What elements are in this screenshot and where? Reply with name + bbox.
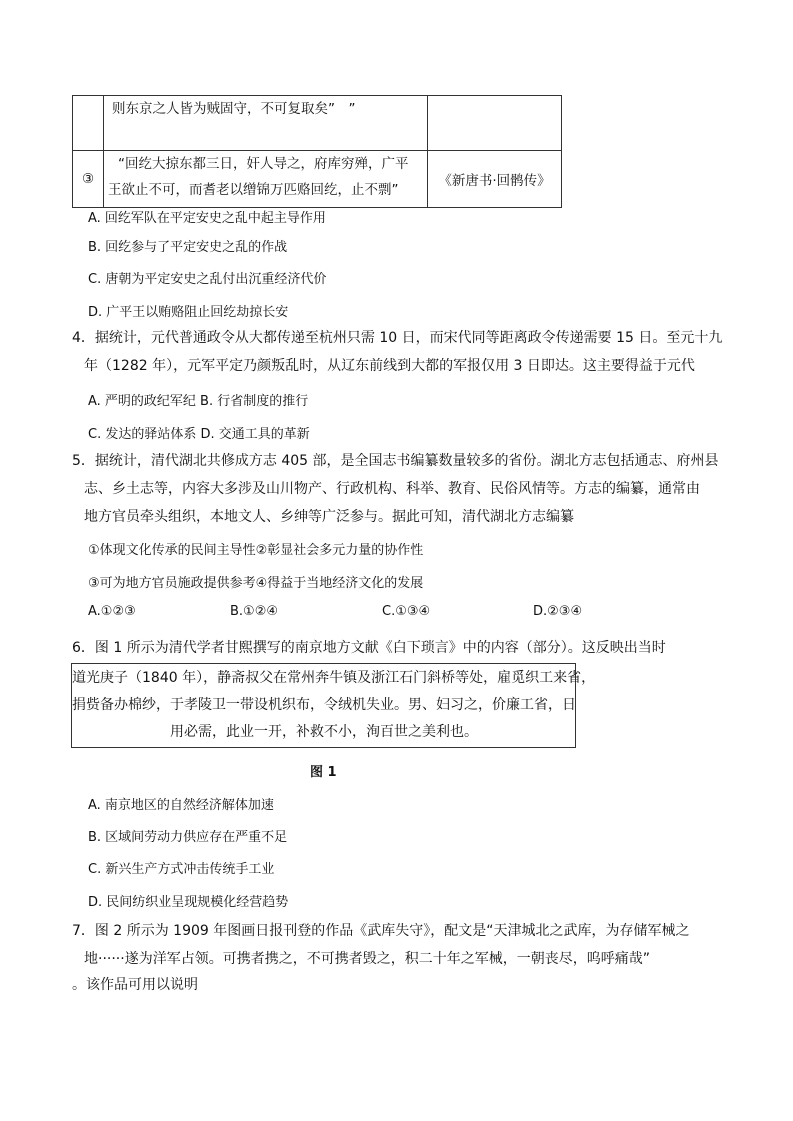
question-4-line: 年（1282 年），元军平定乃颜叛乱时，从辽东前线到大都的军报仅用 3 日即达。这主要得益于元代 [84,358,695,374]
question-5-line: 5．据统计，清代湖北共修成方志 405 部，是全国志书编纂数量较多的省份。湖北方志包括通志、府州县 [72,453,719,469]
question-5-line: 地方官员牵头组织，本地文人、乡绅等广泛参与。据此可知，清代湖北方志编纂 [84,509,574,525]
source-text-line: “回纥大掠东都三日，奸人导之，府库穷殚，广平 [118,156,409,172]
option-d: D. 民间纺织业呈现规模化经营趋势 [88,895,289,910]
option-a: A.①②③ [88,604,136,619]
question-7-line: 地······遂为洋军占领。可携者携之，不可携者毁之，积二十年之军械，一朝丧尽，呜呼痛哉” [84,951,650,967]
source-text [104,96,428,151]
table-row [73,96,562,151]
quote-line: 捐赀备办棉纱，于孝陵卫一带设机织布，令绒机失业。男、妇习之，价廉工省，日 [72,697,576,713]
source-citation: 《新唐书·回鹘传》 [428,151,562,208]
source-text [104,151,428,208]
option-b: B.①②④ [230,604,279,619]
table-row [73,151,562,208]
row-number: ③ [73,151,104,208]
option-a: A. 回纥军队在平定安史之乱中起主导作用 [88,211,326,226]
option-c: C.①③④ [382,604,431,619]
quote-line: 道光庚子（1840 年），静斋叔父在常州奔牛镇及浙江石门斜桥等处，雇觅织工来省， [72,670,596,686]
source-table [72,95,562,208]
figure-1-quote-box [71,663,596,748]
source-text-line: 王欲止不可，而耆老以缯锦万匹赂回纥，止不剽” [108,182,399,198]
question-4-options: A. 严明的政纪军纪 B. 行省制度的推行 [88,394,309,409]
question-5-items: ①体现文化传承的民间主导性②彰显社会多元力量的协作性 [88,543,424,558]
question-6-line: 6．图 1 所示为清代学者甘熙撰写的南京地方文献《白下琐言》中的内容（部分）。这反映出当时 [72,640,666,656]
option-b: B. 区域间劳动力供应存在严重不足 [88,830,288,845]
option-d: D.②③④ [533,604,583,619]
option-a: A. 南京地区的自然经济解体加速 [88,798,274,813]
source-text-line: 则东京之人皆为贼固守，不可复取矣” ” [112,101,356,117]
question-7-line: 。该作品可用以说明 [72,977,198,993]
question-4-options: C. 发达的驿站体系 D. 交通工具的革新 [88,427,310,442]
option-d: D. 广平王以贿赂阻止回纥劫掠长安 [88,305,289,320]
quote-line: 用必需，此业一开，补救不小，洵百世之美利也。 [170,724,478,740]
row-number [73,96,104,151]
question-4-line: 4．据统计，元代普通政令从大都传递至杭州只需 10 日，而宋代同等距离政令传递需要 15 日。至元十九 [72,330,723,346]
source-citation [428,96,562,151]
question-5-items: ③可为地方官员施政提供参考④得益于当地经济文化的发展 [88,576,424,591]
option-b: B. 回纥参与了平定安史之乱的作战 [88,240,288,255]
question-5-line: 志、乡土志等，内容大多涉及山川物产、行政机构、科举、教育、民俗风情等。方志的编纂，通常由 [84,481,700,497]
option-c: C. 唐朝为平定安史之乱付出沉重经济代价 [88,272,327,287]
question-7-line: 7．图 2 所示为 1909 年图画日报刊登的作品《武库失守》，配文是“天津城北之武库，为存储军械之 [72,923,690,939]
figure-caption: 图 1 [310,765,337,780]
option-c: C. 新兴生产方式冲击传统手工业 [88,862,275,877]
